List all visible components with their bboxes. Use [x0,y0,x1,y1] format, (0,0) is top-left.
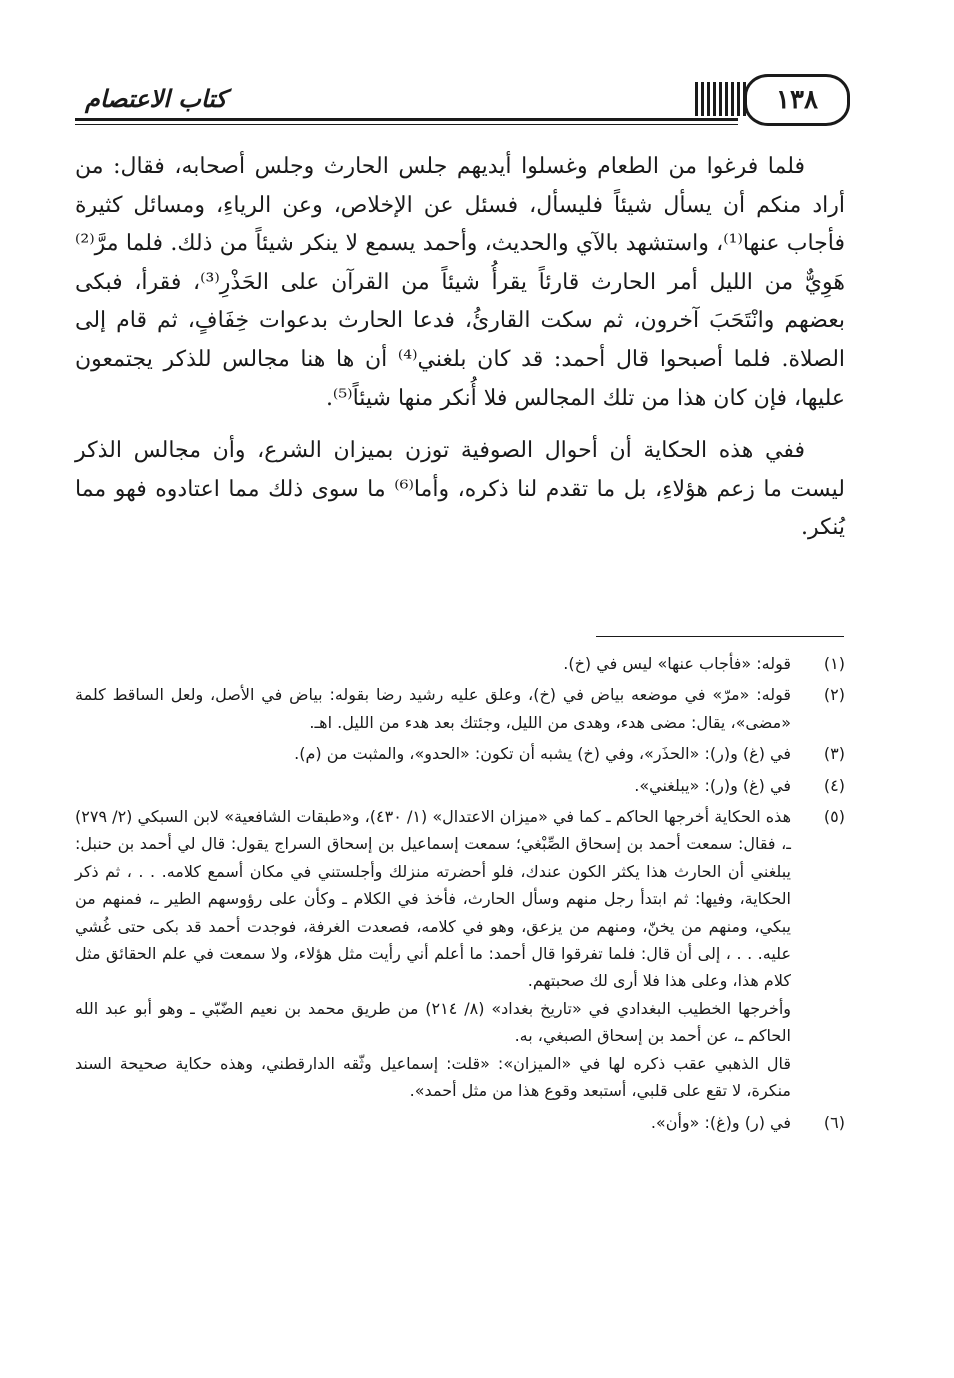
footnote-text: قوله: «فأجاب عنها» ليس في (خ). [563,654,791,673]
footnote-text: في (ر) و(غ): «وأن». [650,1112,791,1132]
footnote-number: (٥) [823,807,845,827]
header-rule [75,118,738,121]
footnote-number: (٣) [823,744,845,764]
paragraph: ففي هذه الحكاية أن أحوال الصوفية توزن بميزان الشرع، وأن مجالس الذكر ليست ما زعم هؤلاءِ، بل ما تقدم لنا ذكره، وأما⁽⁶⁾ ما سوى ذلك مما اعتادوه فهو مما يُنكر. [75,438,845,541]
page-header [75,68,850,130]
footnote [75,1109,845,1136]
footnote-number: (٦) [823,1112,845,1132]
footnote [75,740,845,767]
book-title: كتاب الاعتصام [85,84,227,113]
footnote-text: قال الذهبي عقب ذكره لها في «الميزان»: «قلت: إسماعيل وثّقه الدارقطني، وهذه حكاية صحيحة السند منكرة، لا تقع على قلبي، أستبعد وقوع هذا من مثل أحمد». [75,1053,791,1101]
footnote [75,650,845,677]
footnote [75,772,845,799]
page-number: ١٣٨ [744,74,850,126]
header-rule-thin [75,124,738,125]
footnote-number: (٤) [823,775,845,795]
footnote-text: وأخرجها الخطيب البغدادي في «تاريخ بغداد» (٨/ ٢١٤) من طريق محمد بن نعيم الضّبّي ـ وهو أبو عبد الله الحاكم ـ، عن أحمد بن إسحاق الصبغي، به. [75,998,792,1046]
footnote-text: هذه الحكاية أخرجها الحاكم ـ كما في «ميزان الاعتدال» (١/ ٤٣٠)، و«طبقات الشافعية» لابن السبكي (٢/ ٢٧٩) ـ، فقال: سمعت أحمد بن إسحاق الصِّبْغي؛ سمعت إسماعيل بن إسحاق السراج يقول: قال لي أحمد بن حنبل: يبلغني أن الحارث هذا يكثر الكون عندك، فلو أحضرته منزلك وأجلستني في مكان أسمع كلامه. . . ، ثم ذكر الحكاية، وفيها: ثم ابتدأ رجل منهم وسأل الحارث، فأخذ في الكلام ـ وكأن على رؤوسهم الطير ـ، فمنهم من يبكي، ومنهم من يخنّ، ومنهم من يزعق، وهو في كلامه، فصعدت الغرفة، فوجدت أحمد قد بكى حتى غُشي عليه. . . ، إلى أن قال: فلما تفرقوا قال أحمد: ما أعلم أني رأيت مثل هؤلاء، ولا سمعت في علم الحقائق مثل كلام هذا، وعلى هذا فلا أرى لك صحبتهم. [75,807,792,991]
footnote [75,681,845,736]
footnote-separator [596,636,844,637]
footnote [75,803,845,1104]
main-text [75,148,845,562]
footnote-text: قوله: «مرّ» في موضعه بياض في (خ)، وعلق عليه رشيد رضا بقوله: بياض في الأصل، ولعل الساقط كلمة «مضى»، يقال: مضى هدء، وهدى من الليل، وجئتك بعد هدء من الليل. اهـ. [75,685,791,732]
footnote-text: في (غ) و(ر): «يبلغني». [634,775,791,795]
footnote-number: (١) [823,654,845,673]
footnote-number: (٢) [823,685,845,705]
paragraph: فلما فرغوا من الطعام وغسلوا أيديهم جلس الحارث وجلس أصحابه، فقال: من أراد منكم أن يسأل شيئاً فليسأل، فسئل عن الإخلاص، وعن الرياءِ، ومسائل كثيرة فأجاب عنها⁽¹⁾، واستشهد بالآي والحديث، وأحمد يسمع لا ينكر شيئاً من ذلك. فلما مرَّ⁽²⁾ هَوِيٌّ من الليل أمر الحارث قارئاً يقرأُ شيئاً من القرآن على الحَذْرِ⁽³⁾، فقرأ، فبكى بعضهم وانْتَحَبَ آخرون، ثم سكت القارئُ، فدعا الحارث بدعوات خِفَافٍ، ثم قام إلى الصلاة. فلما أصبحوا قال أحمد: قد كان بلغني⁽⁴⁾ أن ها هنا مجالس للذكر يجتمعون عليها، فإن كان هذا من تلك المجالس فلا أُنكر منها شيئاً⁽⁵⁾. [75,154,846,411]
footnotes [75,650,845,1140]
footnote-text: في (غ) و(ر): «الحذَر»، وفي (خ) يشبه أن تكون: «الحدو»، والمثبت من (م). [294,744,791,764]
header-ornament-bars [695,82,746,116]
